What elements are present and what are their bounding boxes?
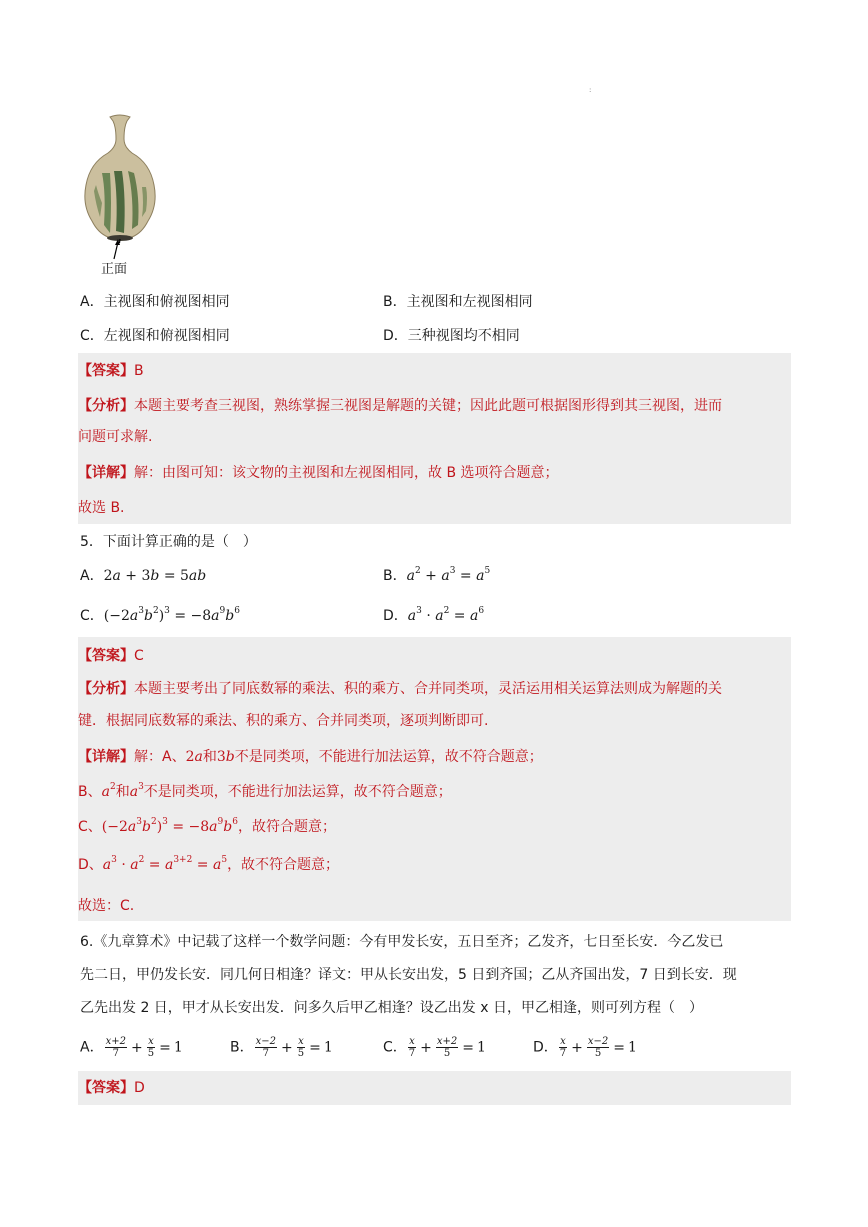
q6-answer	[78, 1078, 791, 1098]
q5-option-b: B．$a^2 + a^3 = a^5$	[383, 566, 491, 584]
q4-option-c: C．左视图和俯视图相同	[80, 328, 230, 344]
detail-prefix: C、	[78, 819, 102, 835]
detail-text: 解：由图可知：该文物的主视图和左视图相同，故 B 选项符合题意；	[134, 465, 559, 481]
q4-detail-line2: 故选 B.	[78, 500, 125, 516]
q6-option-d: D． $\frac{x}{7}$ + $\frac{x-2}{5}$ = 1	[533, 1036, 637, 1059]
option-label: D．	[383, 608, 408, 624]
option-label: A．	[80, 1039, 104, 1056]
q5-detail-line4: D、$a^3 \cdot a^2 = a^{3+2} = a^5$，故不符合题意；	[78, 855, 340, 873]
arrow-icon	[109, 238, 125, 260]
answer-value: B	[134, 363, 144, 379]
answer-tag: 【答案】	[78, 363, 134, 379]
q5-detail-line1: 【详解】解：A、2a和3b不是同类项，不能进行加法运算，故不符合题意；	[78, 749, 543, 765]
q6-stem-line3: 乙先出发 2 日，甲才从长安出发．问多久后甲乙相逢？设乙出发 x 日，甲乙相逢，则可列方程（ ）	[80, 1000, 703, 1016]
detail-suffix: ，故符合题意；	[237, 819, 336, 835]
detail-prefix: 解：A、	[134, 749, 186, 765]
vase-figure	[80, 113, 160, 243]
and-word: 和	[115, 784, 130, 800]
detail-suffix: 不是同类项，不能进行加法运算，故不符合题意；	[143, 784, 452, 800]
q4-answer	[78, 361, 791, 381]
option-label: C．	[383, 1039, 407, 1056]
q5-detail-line3: C、$(-2a^3b^2)^3 = -8a^9b^6$，故符合题意；	[78, 817, 336, 835]
option-label: B．	[383, 568, 407, 584]
q4-option-a: A．主视图和俯视图相同	[80, 294, 230, 310]
detail-tag: 【详解】	[78, 465, 134, 481]
analysis-text: 本题主要考查三视图，熟练掌握三视图是解题的关键；因此此题可根据图形得到其三视图，进而	[134, 398, 722, 414]
option-label: C．	[80, 608, 104, 624]
option-label: A．	[80, 568, 104, 584]
q6-stem-line2: 先二日，甲仍发长安．同几何日相逢？译文：甲从长安出发，5 日到齐国；乙从齐国出发，7 日到长安．现	[80, 967, 737, 983]
analysis-tag: 【分析】	[78, 681, 134, 697]
q6-option-b: B． $\frac{x-2}{7}$ + $\frac{x}{5}$ = 1	[230, 1036, 333, 1059]
header-mark: :	[589, 86, 592, 94]
detail-suffix: ，故不符合题意；	[227, 857, 340, 873]
q5-analysis-line2: 键．根据同底数幂的乘法、积的乘方、合并同类项，逐项判断即可.	[78, 713, 489, 729]
analysis-text: 本题主要考出了同底数幂的乘法、积的乘方、合并同类项，灵活运用相关运算法则成为解题的关	[134, 681, 722, 697]
answer-tag: 【答案】	[78, 1080, 134, 1096]
option-label: B．	[230, 1039, 254, 1056]
answer-value: C	[134, 648, 144, 664]
q6-option-c: C． $\frac{x}{7}$ + $\frac{x+2}{5}$ = 1	[383, 1036, 486, 1059]
q5-analysis-line1	[78, 679, 791, 699]
detail-suffix: 不是同类项，不能进行加法运算，故不符合题意；	[234, 749, 543, 765]
q5-detail-line2: B、$a^2$和$a^3$不是同类项，不能进行加法运算，故不符合题意；	[78, 782, 452, 800]
q4-option-b: B．主视图和左视图相同	[383, 294, 533, 310]
analysis-tag: 【分析】	[78, 398, 134, 414]
q4-answer-box	[78, 353, 791, 524]
q5-answer-box	[78, 637, 791, 921]
q4-analysis-line2: 问题可求解.	[78, 429, 153, 445]
q4-analysis-line1	[78, 396, 791, 416]
detail-prefix: D、	[78, 857, 103, 873]
q5-option-a: A．2a + 3b = 5ab	[80, 568, 207, 584]
q5-detail-line5: 故选：C.	[78, 898, 135, 914]
q4-option-d: D．三种视图均不相同	[383, 328, 520, 344]
q5-answer	[78, 646, 791, 666]
answer-value: D	[134, 1080, 145, 1096]
q5-option-c: C．$(-2a^3b^2)^3 = -8a^9b^6$	[80, 606, 240, 624]
q5-stem: 5．下面计算正确的是（ ）	[80, 534, 257, 550]
detail-tag: 【详解】	[78, 749, 134, 765]
q6-option-a: A． $\frac{x+2}{7}$ + $\frac{x}{5}$ = 1	[80, 1036, 183, 1059]
and-word: 和	[202, 749, 217, 765]
q4-detail-line1	[78, 463, 791, 483]
detail-prefix: B、	[78, 784, 102, 800]
q5-option-d: D．$a^3 \cdot a^2 = a^6$	[383, 606, 485, 624]
answer-tag: 【答案】	[78, 648, 134, 664]
option-label: D．	[533, 1039, 558, 1056]
figure-caption: 正面	[101, 262, 128, 277]
q6-stem-line1: 6.《九章算术》中记载了这样一个数学问题：今有甲发长安，五日至齐；乙发齐，七日至长安．今乙发已	[80, 934, 724, 950]
q6-answer-box	[78, 1071, 791, 1105]
